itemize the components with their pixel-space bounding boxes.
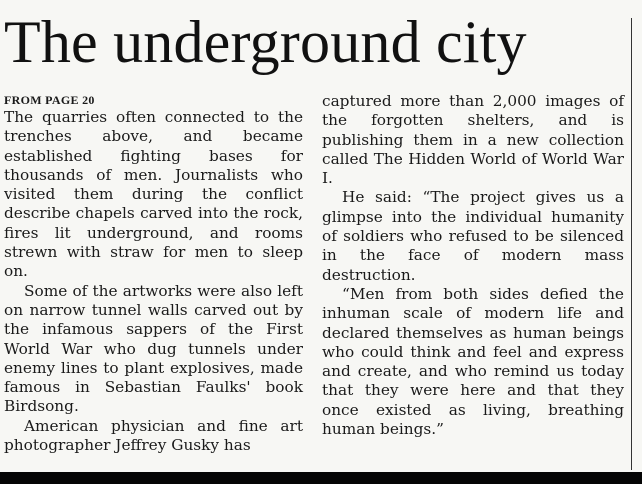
paragraph-2: Some of the artworks were also left on narrow tunnel walls carved out by the infamous sappers of the First World War who dug tunnels under enemy lines to plant explosives, made famous in Sebastian Faulks' book Birdsong. xyxy=(4,281,303,416)
paragraph-5: He said: “The project gives us a glimpse into the individual humanity of soldiers who refused to be silenced in the face of modern mass destruction. xyxy=(322,188,624,284)
paragraph-1: The quarries often connected to the trenches above, and became established fighting bases for thousands of men. Journalists who visited them during the conflict describe chapels carved into the rock, fires lit underground, and rooms strewn with straw for men to sleep on. xyxy=(4,108,303,281)
column-rule xyxy=(631,18,632,470)
paragraph-6: “Men from both sides defied the inhuman scale of modern life and declared themselves as human beings who could think and feel and express and create, and who remind us today that they were here and that they once existed as living, breathing human beings.” xyxy=(322,284,624,439)
headline: The underground city xyxy=(4,9,527,75)
paragraph-3: American physician and fine art photographer Jeffrey Gusky has xyxy=(4,416,303,455)
paragraph-4: captured more than 2,000 images of the forgotten shelters, and is publishing them in a new collection called The Hidden World of World War I. xyxy=(322,92,624,188)
bottom-border xyxy=(0,472,642,484)
article-column-left xyxy=(4,92,303,455)
article-column-right xyxy=(322,92,624,439)
continuation-kicker: FROM PAGE 20 xyxy=(4,93,95,107)
